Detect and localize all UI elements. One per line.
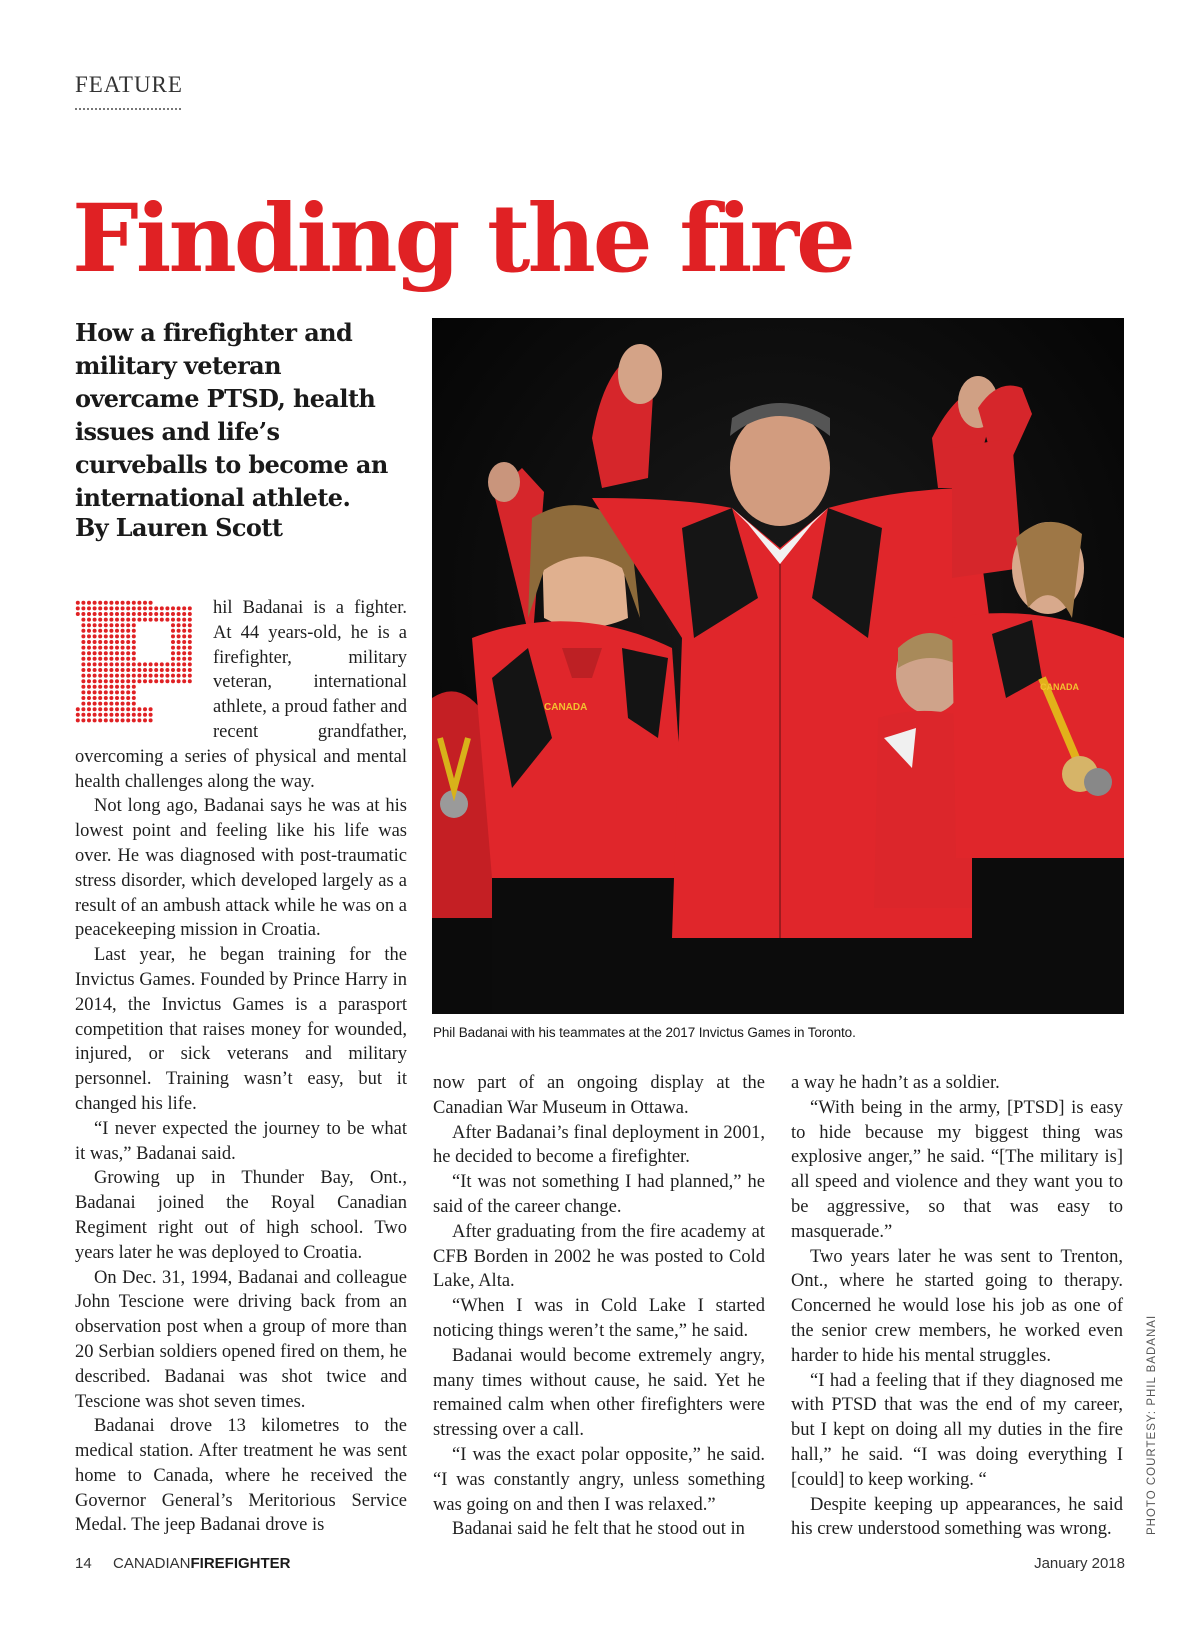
jacket-logo-text-left: CANADA	[544, 702, 588, 713]
article-column-2	[433, 1071, 765, 1542]
issue-date: January 2018	[1034, 1555, 1125, 1572]
paragraph: “I was the exact polar opposite,” he said. “I was constantly angry, unless something was going on and then I was relaxed.”	[433, 1444, 765, 1515]
feature-photo	[432, 318, 1124, 1014]
publication-bold: FIREFIGHTER	[190, 1555, 291, 1572]
section-label: FEATURE	[75, 72, 183, 97]
page-number: 14	[75, 1555, 92, 1572]
photo-credit: PHOTO COURTESY: PHIL BADANAI	[1146, 1314, 1158, 1535]
publication-name	[113, 1555, 291, 1572]
article-column-3	[791, 1071, 1123, 1542]
paragraph: hil Badanai is a fighter. At 44 years-old, he is a firefighter, military veteran, international athlete, a proud father and recent grandfather, overcoming a series of physical and mental health challenges along the way.	[75, 598, 407, 792]
publication-prefix: CANADIAN	[113, 1555, 191, 1572]
paragraph: Badanai drove 13 kilometres to the medical station. After treatment he was sent home to Canada, where he received the Governor General’s Meritorious Service Medal. The jeep Badanai drove is	[75, 1416, 407, 1536]
paragraph: Growing up in Thunder Bay, Ont., Badanai joined the Royal Canadian Regiment right out of high school. Two years later he was deployed to Croatia.	[75, 1168, 407, 1263]
feature-photo-illustration	[432, 318, 1124, 1014]
paragraph: Badanai would become extremely angry, many times without cause, he said. Yet he remained calm when other firefighters were stressing over a call.	[433, 1345, 765, 1441]
section-rule	[75, 108, 181, 110]
paragraph: now part of an ongoing display at the Canadian War Museum in Ottawa.	[433, 1073, 765, 1118]
paragraph: Two years later he was sent to Trenton, Ont., where he started going to therapy. Concerned he would lose his job as one of the senior crew members, he worked even harder to hide his mental struggles.	[791, 1246, 1123, 1366]
paragraph: Last year, he began training for the Invictus Games. Founded by Prince Harry in 2014, the Invictus Games is a parasport competition that raises money for wounded, injured, or sick veterans and military personnel. Training wasn’t easy, but it changed his life.	[75, 945, 407, 1114]
paragraph: “When I was in Cold Lake I started noticing things weren’t the same,” he said.	[433, 1296, 765, 1341]
headline: Finding the fire	[72, 184, 853, 294]
paragraph: “I had a feeling that if they diagnosed me with PTSD that was the end of my career, but I kept on doing all my duties in the fire hall,” he said. “I was doing everything I [could] to keep working. “	[791, 1370, 1123, 1490]
paragraph: a way he hadn’t as a soldier.	[791, 1073, 1000, 1093]
paragraph: Despite keeping up appearances, he said his crew understood something was wrong.	[791, 1494, 1123, 1540]
paragraph: “I never expected the journey to be what it was,” Badanai said.	[75, 1118, 407, 1164]
paragraph: “With being in the army, [PTSD] is easy to hide because my biggest thing was explosive anger,” he said. “[The military is] all speed and violence and they want you to be aggressive, so that was easy to masquerade.”	[791, 1097, 1123, 1242]
photo-caption: Phil Badanai with his teammates at the 2017 Invictus Games in Toronto.	[433, 1025, 856, 1040]
paragraph: Badanai said he felt that he stood out in	[452, 1519, 745, 1540]
article-column-1	[75, 596, 407, 1538]
jacket-logo-text-right: CANADA	[1040, 682, 1079, 692]
paragraph: After Badanai’s final deployment in 2001, he decided to become a firefighter.	[433, 1122, 765, 1168]
drop-cap-p-icon	[75, 600, 201, 724]
paragraph: On Dec. 31, 1994, Badanai and colleague John Tescione were driving back from an observation post when a group of more than 20 Serbian soldiers opened fired on them, he described. Badanai was shot twice and Tescione was shot seven times.	[75, 1267, 407, 1412]
paragraph: Not long ago, Badanai says he was at his lowest point and feeling like his life was over. He was diagnosed with post-traumatic stress disorder, which developed largely as a result of an ambush attack while he was on a peacekeeping mission in Croatia.	[75, 796, 407, 941]
paragraph: “It was not something I had planned,” he said of the career change.	[433, 1172, 765, 1217]
paragraph: After graduating from the fire academy at CFB Borden in 2002 he was posted to Cold Lake, Alta.	[433, 1221, 765, 1292]
byline: By Lauren Scott	[75, 513, 283, 542]
deck: How a firefighter and military veteran overcame PTSD, health issues and life’s curveballs to become an international athlete.	[75, 318, 388, 512]
